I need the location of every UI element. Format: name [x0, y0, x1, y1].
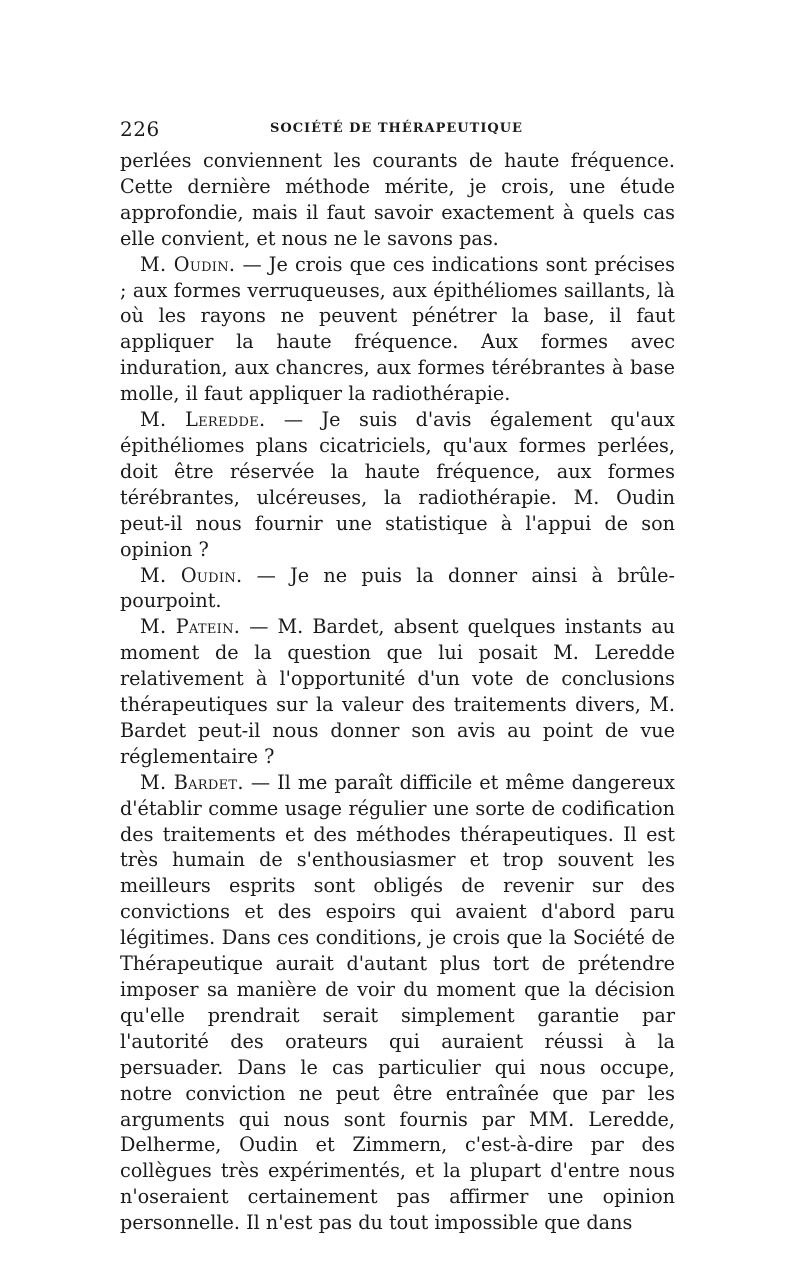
- running-title: SOCIÉTÉ DE THÉRAPEUTIQUE: [270, 121, 523, 136]
- page-header: [120, 117, 680, 143]
- speaker-name: M. Bardet.: [140, 770, 244, 794]
- paragraph-leredde: [120, 407, 675, 562]
- speaker-name: M. Leredde.: [140, 408, 266, 432]
- body-text: [120, 148, 675, 1236]
- paragraph-text: perlées conviennent les courants de haute fréquence. Cette dernière méthode mérite, je crois, une étude approfondie, mais il faut savoir exactement à quels cas elle convient, et nous ne le savons pas.: [120, 149, 675, 250]
- paragraph-bardet: [120, 770, 675, 1236]
- speaker-name: M. Oudin.: [140, 563, 243, 587]
- page-number: 226: [120, 117, 160, 141]
- paragraph-text: — Il me paraît difficile et même dangereux d'établir comme usage régulier une sorte de codification des traitements et des méthodes thérapeutiques. Il est très humain de s'enthousiasmer et trop souvent les meilleurs esprits sont obligés de revenir sur des convictions et des espoirs qui avaient d'abord paru légitimes. Dans ces conditions, je crois que la Société de Thérapeutique aurait d'autant plus tort de prétendre imposer sa manière de voir du moment que la décision qu'elle prendrait serait simplement garantie par l'autorité des orateurs qui auraient réussi à la persuader. Dans le cas particulier qui nous occupe, notre conviction ne peut être entraînée que par les arguments qui nous sont fournis par MM. Leredde, Delherme, Oudin et Zimmern, c'est-à-dire par des collègues très expérimentés, et la plupart d'entre nous n'oseraient certainement pas affirmer une opinion personnelle. Il n'est pas du tout impossible que dans: [120, 770, 675, 1235]
- paragraph-continuation: [120, 148, 675, 252]
- paragraph-text: — Je ne puis la donner ainsi à brûle-pourpoint.: [120, 563, 676, 613]
- paragraph-text: — M. Bardet, absent quelques instants au moment de la question que lui posait M. Leredde relativement à l'opportunité d'un vote de conclusions thérapeutiques sur la valeur des traitements divers, M. Bardet peut-il nous donner son avis au point de vue réglementaire ?: [120, 615, 675, 768]
- paragraph-patein: [120, 614, 675, 769]
- paragraph-oudin-2: [120, 563, 675, 615]
- speaker-name: M. Patein.: [140, 615, 241, 639]
- speaker-name: M. Oudin.: [140, 252, 236, 276]
- paragraph-text: — Je crois que ces indications sont précises ; aux formes verruqueuses, aux épithéliomes saillants, là où les rayons ne peuvent pénétrer la base, il faut appliquer la haute fréquence. Aux formes avec induration, aux chancres, aux formes térébrantes à base molle, il faut appliquer la radiothérapie.: [120, 252, 675, 406]
- paragraph-oudin-1: [120, 252, 675, 407]
- paragraph-text: — Je suis d'avis également qu'aux épithéliomes plans cicatriciels, qu'aux formes perlées, doit être réservée la haute fréquence, aux formes térébrantes, ulcéreuses, la radiothérapie. M. Oudin peut-il nous fournir une statistique à l'appui de son opinion ?: [120, 408, 676, 561]
